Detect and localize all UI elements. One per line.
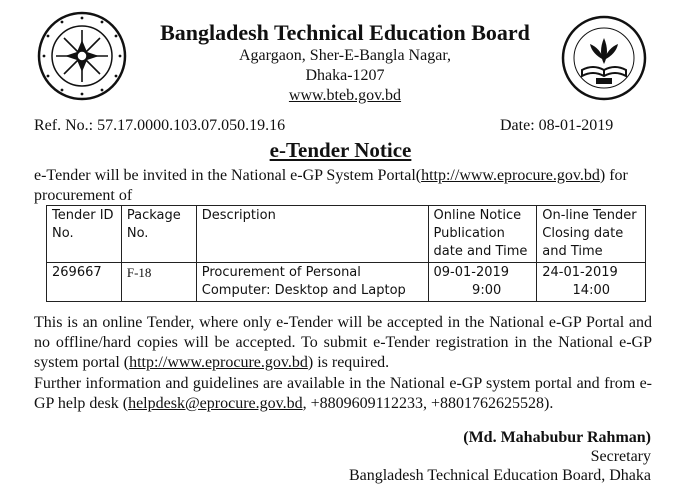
helpdesk-paragraph (34, 374, 652, 414)
book-emblem-icon (560, 14, 648, 102)
organization-name: Bangladesh Technical Education Board (160, 20, 530, 45)
publication-time: 9:00 (472, 283, 502, 298)
header-closing: On-line Tender Closing date and Time (537, 206, 646, 263)
submission-text-after: ) is required. (307, 354, 390, 371)
signatory-organization: Bangladesh Technical Education Board, Dhaka (348, 467, 651, 484)
helpdesk-text-after: , +8809609112233, +8801762625528). (302, 395, 554, 412)
signatory-designation: Secretary (590, 448, 651, 465)
cell-tender-id: 269667 (47, 263, 122, 302)
signatory-name: (Md. Mahabubur Rahman) (463, 429, 651, 446)
header-tender-id: Tender ID No. (47, 206, 122, 263)
table-row (47, 263, 646, 302)
helpdesk-text-before: Further information and guidelines are available in the National e-GP system portal and from e-GP help desk ( (34, 375, 652, 412)
reference-number: Ref. No.: 57.17.0000.103.07.050.19.16 (34, 117, 286, 134)
page-title: e-Tender Notice (269, 138, 412, 162)
tender-table (46, 205, 646, 302)
intro-text-before: e-Tender will be invited in the National e-GP System Portal( (34, 167, 422, 184)
table-header-row (47, 206, 646, 263)
letterhead (130, 20, 560, 106)
header-publication: Online Notice Publication date and Time (428, 206, 537, 263)
address-line-2: Dhaka-1207 (305, 67, 385, 84)
cell-closing (537, 263, 646, 302)
cell-package: F-18 (121, 263, 196, 302)
closing-time: 14:00 (572, 283, 610, 298)
eprocure-link-2[interactable]: http://www.eprocure.gov.bd (129, 354, 308, 371)
website-link[interactable]: www.bteb.gov.bd (288, 87, 402, 104)
address-line-1: Agargaon, Sher-E-Bangla Nagar, (239, 47, 451, 64)
cell-publication (428, 263, 537, 302)
cell-description: Procurement of Personal Computer: Desktop and Laptop (196, 263, 428, 302)
publication-date: 09-01-2019 (433, 265, 510, 280)
header-description: Description (196, 206, 428, 263)
intro-paragraph (34, 166, 652, 206)
bteb-seal-icon (36, 10, 128, 102)
notice-date: Date: 08-01-2019 (500, 117, 614, 134)
helpdesk-email-link[interactable]: helpdesk@eprocure.gov.bd (128, 395, 303, 412)
submission-text-before: This is an online Tender, where only e-Tender will be accepted in the National e-GP Portal and no offline/hard copies will be accepted. To submit e-Tender registration in the National e-GP system portal ( (34, 314, 652, 371)
intro-text-after: ) for procurement of (34, 167, 628, 204)
eprocure-link[interactable]: http://www.eprocure.gov.bd (421, 167, 600, 184)
submission-paragraph (34, 313, 652, 373)
closing-date: 24-01-2019 (542, 265, 618, 280)
signature-block (349, 428, 651, 485)
header-package: Package No. (121, 206, 196, 263)
